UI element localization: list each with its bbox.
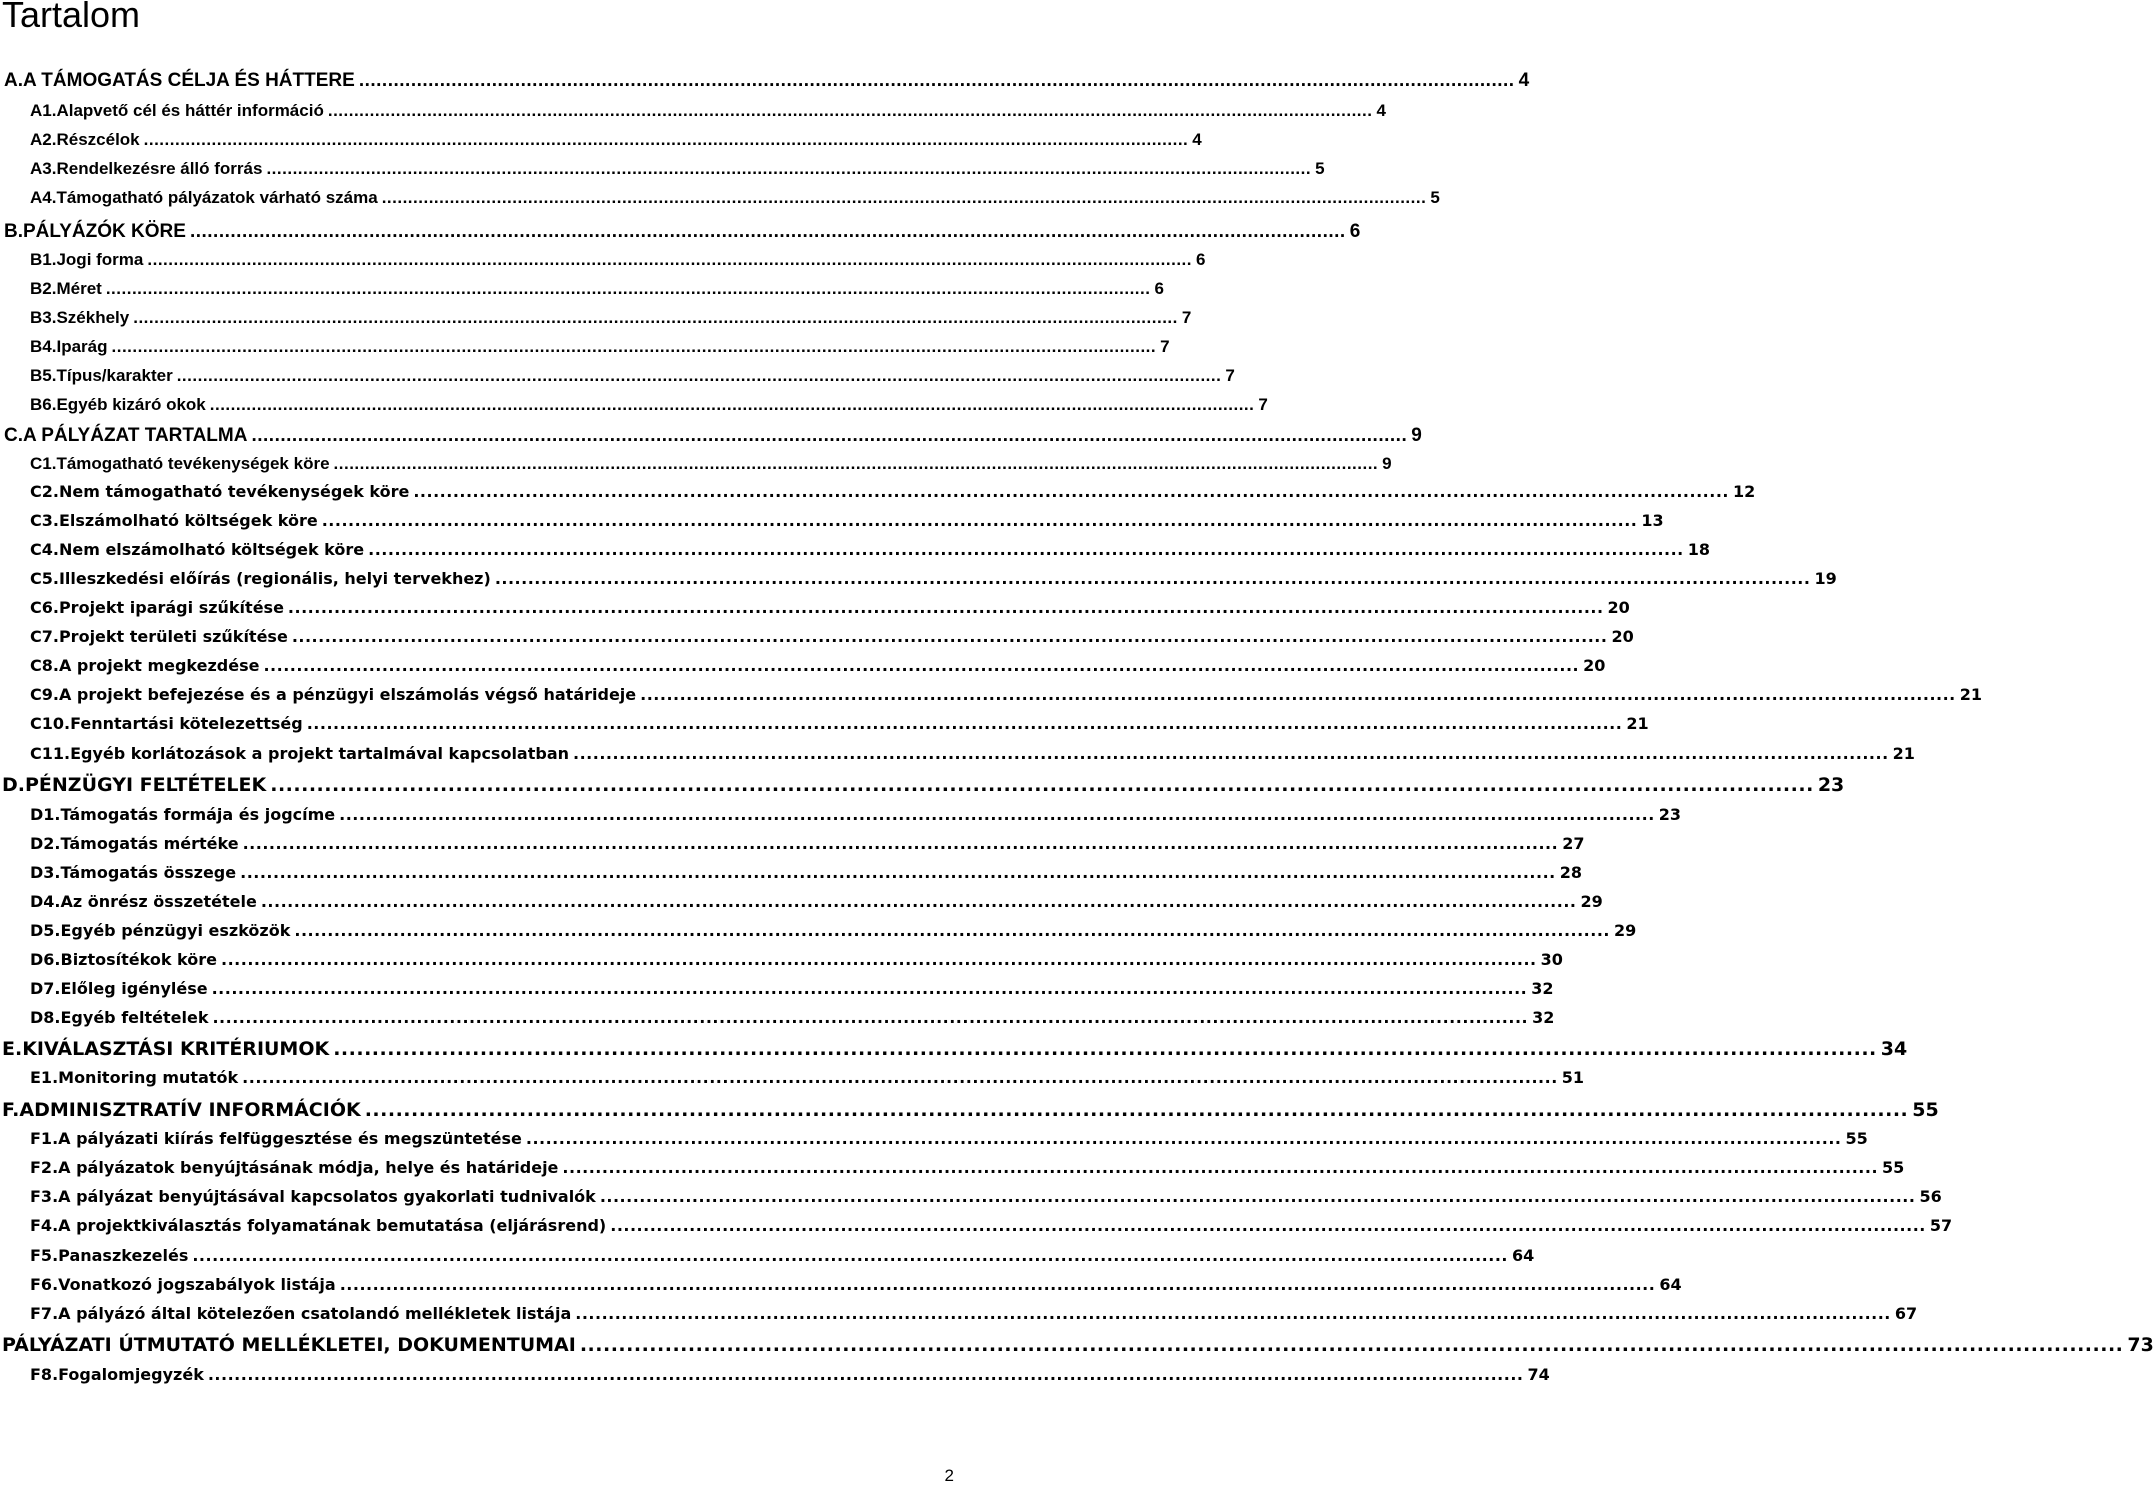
toc-entry-number: C. — [4, 425, 23, 446]
toc-entry[interactable] — [4, 425, 1422, 446]
toc-entry-page: 21 — [1626, 714, 1649, 733]
toc-entry-label: A pályázatok benyújtásának módja, helye és határideje — [58, 1158, 559, 1177]
toc-entry-page: 51 — [1561, 1068, 1585, 1087]
toc-entry-number: D8. — [30, 1008, 61, 1027]
toc-entry-label: Rendelkezésre álló forrás — [56, 159, 263, 178]
toc-entry[interactable] — [30, 101, 1386, 120]
toc-entry-number: B4. — [30, 337, 57, 356]
toc-entry[interactable] — [2, 774, 1845, 796]
toc-entry-label: A pályázati kiírás felfüggesztése és megszüntetése — [58, 1129, 522, 1148]
toc-entry-number: B6. — [30, 395, 57, 414]
toc-entry-label: Az önrész összetétele — [60, 892, 257, 911]
toc-entry-label: Támogatható pályázatok várható száma — [56, 188, 378, 207]
toc-leader-dots: ........................................................................................................................................................................................................ — [240, 863, 1556, 882]
toc-entry-number: F5. — [30, 1246, 59, 1265]
toc-entry-number: C4. — [30, 540, 59, 559]
toc-leader-dots: ........................................................................................................................................................................................................ — [221, 950, 1537, 969]
toc-entry[interactable] — [2, 1334, 2154, 1356]
toc-entry-number: F8. — [30, 1365, 59, 1384]
toc-entry-label: Biztosítékok köre — [60, 950, 217, 969]
toc-entry-page: 55 — [1882, 1158, 1905, 1177]
toc-entry-number: A. — [4, 70, 23, 91]
toc-entry-number: B. — [4, 221, 23, 242]
toc-leader-dots: ........................................................................................................................................................................................................ — [270, 774, 1814, 796]
toc-entry-label: A TÁMOGATÁS CÉLJA ÉS HÁTTERE — [23, 70, 355, 91]
toc-entry-label: Egyéb kizáró okok — [56, 395, 206, 414]
toc-leader-dots: ........................................................................................................................................................................................................ — [189, 221, 1346, 242]
toc-entry[interactable] — [30, 308, 1192, 327]
toc-entry-label: Támogatás formája és jogcíme — [60, 805, 336, 824]
toc-leader-dots: ........................................................................................................................................................................................................ — [381, 188, 1427, 207]
toc-entry-label: Alapvető cél és háttér információ — [56, 101, 324, 120]
toc-entry[interactable] — [30, 250, 1206, 269]
toc-entry-page: 21 — [1959, 685, 1983, 704]
toc-entry-label: Részcélok — [56, 130, 140, 149]
toc-entry-page: 55 — [1845, 1129, 1868, 1148]
toc-leader-dots: ........................................................................................................................................................................................................ — [266, 159, 1312, 178]
toc-entry[interactable] — [30, 744, 1915, 763]
toc-leader-dots: ........................................................................................................................................................................................................ — [192, 1246, 1508, 1265]
toc-entry-page: 20 — [1607, 598, 1630, 617]
toc-entry-number: C10. — [30, 714, 71, 733]
toc-entry-label: A projekt befejezése és a pénzügyi elszámolás végső határideje — [58, 685, 637, 704]
toc-leader-dots: ........................................................................................................................................................................................................ — [291, 627, 1608, 646]
toc-entry[interactable] — [30, 1216, 1953, 1235]
toc-entry-page: 7 — [1160, 337, 1170, 356]
toc-entry-number: C7. — [30, 627, 59, 646]
toc-entry-page: 19 — [1814, 569, 1837, 588]
toc-entry[interactable] — [30, 892, 1603, 911]
toc-entry-label: Egyéb feltételek — [60, 1008, 209, 1027]
toc-entry-number: F4. — [30, 1216, 59, 1235]
toc-leader-dots: ........................................................................................................................................................................................................ — [260, 892, 1577, 911]
toc-entry-label: Illeszkedési előírás (regionális, helyi tervekhez) — [58, 569, 491, 588]
toc-entry-label: Méret — [56, 279, 102, 298]
toc-entry-number: A2. — [30, 130, 57, 149]
toc-entry[interactable] — [30, 834, 1585, 853]
toc-leader-dots: ........................................................................................................................................................................................................ — [306, 714, 1623, 733]
toc-entry-label: Típus/karakter — [56, 366, 173, 385]
toc-leader-dots: ........................................................................................................................................................................................................ — [368, 540, 1684, 559]
toc-entry[interactable] — [30, 188, 1440, 207]
toc-leader-dots: ........................................................................................................................................................................................................ — [321, 511, 1638, 530]
toc-entry-label: PÁLYÁZÓK KÖRE — [23, 221, 186, 242]
toc-entry[interactable] — [30, 1008, 1555, 1027]
toc-entry-label: Monitoring mutatók — [58, 1068, 239, 1087]
toc-entry-label: Fenntartási kötelezettség — [70, 714, 303, 733]
toc-entry[interactable] — [30, 1246, 1535, 1265]
toc-entry[interactable] — [30, 714, 1649, 733]
toc-entry-page: 27 — [1562, 834, 1585, 853]
toc-leader-dots: ........................................................................................................................................................................................................ — [211, 979, 1528, 998]
toc-entry-page: 4 — [1518, 70, 1530, 91]
toc-entry-page: 18 — [1687, 540, 1711, 559]
toc-entry-number: D2. — [30, 834, 61, 853]
toc-entry-page: 4 — [1192, 130, 1202, 149]
toc-entry-number: D1. — [30, 805, 61, 824]
toc-entry-number: D3. — [30, 863, 61, 882]
toc-leader-dots: ........................................................................................................................................................................................................ — [143, 130, 1189, 149]
toc-entry-number: F3. — [30, 1187, 59, 1206]
toc-entry-label: A pályázat benyújtásával kapcsolatos gyakorlati tudnivalók — [58, 1187, 596, 1206]
toc-entry-label: Támogatás mértéke — [60, 834, 239, 853]
toc-entry-label: Iparág — [56, 337, 108, 356]
toc-entry-page: 56 — [1919, 1187, 1942, 1206]
toc-entry-number: C2. — [30, 482, 59, 501]
toc-leader-dots: ........................................................................................................................................................................................................ — [640, 685, 1956, 704]
toc-entry-page: 20 — [1611, 627, 1634, 646]
toc-leader-dots: ........................................................................................................................................................................................................ — [327, 101, 1373, 120]
toc-leader-dots: ........................................................................................................................................................................................................ — [339, 1275, 1656, 1294]
toc-entry-page: 9 — [1411, 425, 1422, 446]
toc-entry-number: E1. — [30, 1068, 59, 1087]
toc-leader-dots: ........................................................................................................................................................................................................ — [364, 1099, 1909, 1121]
toc-entry-label: KIVÁLASZTÁSI KRITÉRIUMOK — [22, 1038, 330, 1060]
toc-entry[interactable] — [4, 221, 1361, 242]
toc-entry-label: Projekt iparági szűkítése — [58, 598, 284, 617]
toc-entry-number: F. — [2, 1099, 20, 1121]
toc-entry-number: A4. — [30, 188, 57, 207]
toc-entry-number: F1. — [30, 1129, 59, 1148]
toc-entry-number: C3. — [30, 511, 59, 530]
toc-entry-page: 74 — [1527, 1365, 1550, 1384]
toc-entry[interactable] — [30, 482, 1756, 501]
toc-entry-label: Elszámolható költségek köre — [58, 511, 318, 530]
toc-leader-dots: ........................................................................................................................................................................................................ — [358, 70, 1515, 91]
toc-entry-page: 6 — [1196, 250, 1206, 269]
toc-entry-number: C1. — [30, 454, 57, 473]
toc-leader-dots: ........................................................................................................................................................................................................ — [242, 1068, 1558, 1087]
toc-entry-page: 29 — [1580, 892, 1603, 911]
toc-entry-page: 4 — [1376, 101, 1386, 120]
toc-entry-label: Fogalomjegyzék — [58, 1365, 204, 1384]
toc-leader-dots: ........................................................................................................................................................................................................ — [105, 279, 1151, 298]
toc-entry-page: 6 — [1154, 279, 1164, 298]
toc-entry-number: C6. — [30, 598, 59, 617]
toc-leader-dots: ........................................................................................................................................................................................................ — [575, 1304, 1891, 1323]
toc-entry-label: A projektkiválasztás folyamatának bemutatása (eljárásrend) — [58, 1216, 607, 1235]
toc-entry[interactable] — [30, 656, 1606, 675]
page-title: Tartalom — [2, 0, 141, 35]
toc-entry[interactable] — [30, 511, 1664, 530]
toc-entry-number: F2. — [30, 1158, 59, 1177]
toc-leader-dots: ........................................................................................................................................................................................................ — [287, 598, 1604, 617]
toc-entry[interactable] — [30, 1275, 1682, 1294]
toc-leader-dots: ........................................................................................................................................................................................................ — [333, 1038, 1877, 1060]
toc-entry-label: Támogatás összege — [60, 863, 237, 882]
toc-entry-label: Jogi forma — [56, 250, 144, 269]
toc-entry[interactable] — [30, 805, 1682, 824]
toc-entry-label: Vonatkozó jogszabályok listája — [58, 1275, 336, 1294]
toc-leader-dots: ........................................................................................................................................................................................................ — [242, 834, 1559, 853]
toc-entry-label: Támogatható tevékenységek köre — [56, 454, 330, 473]
toc-entry-number: D4. — [30, 892, 61, 911]
toc-leader-dots: ........................................................................................................................................................................................................ — [610, 1216, 1926, 1235]
toc-entry-number: C11. — [30, 744, 71, 763]
toc-entry-label: PÉNZÜGYI FELTÉTELEK — [25, 774, 267, 796]
toc-entry-page: 73 — [2127, 1334, 2154, 1356]
toc-leader-dots: ........................................................................................................................................................................................................ — [599, 1187, 1916, 1206]
toc-entry[interactable] — [30, 540, 1711, 559]
toc-entry-number: B3. — [30, 308, 57, 327]
toc-leader-dots: ........................................................................................................................................................................................................ — [294, 921, 1610, 940]
toc-entry[interactable] — [30, 598, 1630, 617]
toc-entry-number: E. — [2, 1038, 23, 1060]
toc-entry[interactable] — [30, 569, 1837, 588]
toc-leader-dots: ........................................................................................................................................................................................................ — [525, 1129, 1842, 1148]
toc-entry-label: Egyéb korlátozások a projekt tartalmával kapcsolatban — [70, 744, 570, 763]
toc-entry-page: 28 — [1559, 863, 1582, 882]
toc-entry-label: Egyéb pénzügyi eszközök — [60, 921, 291, 940]
toc-entry-page: 23 — [1817, 774, 1845, 796]
toc-entry-page: 32 — [1531, 979, 1554, 998]
toc-leader-dots: ........................................................................................................................................................................................................ — [263, 656, 1580, 675]
toc-entry[interactable] — [30, 337, 1170, 356]
toc-entry[interactable] — [30, 1304, 1918, 1323]
toc-entry-number: B1. — [30, 250, 57, 269]
toc-entry[interactable] — [30, 366, 1235, 385]
toc-entry[interactable] — [30, 395, 1268, 414]
toc-leader-dots: ........................................................................................................................................................................................................ — [207, 1365, 1524, 1384]
toc-entry-page: 30 — [1540, 950, 1563, 969]
toc-entry-page: 5 — [1315, 159, 1325, 178]
toc-entry-page: 6 — [1349, 221, 1361, 242]
toc-entry[interactable] — [30, 1129, 1868, 1148]
toc-entry-label: Előleg igénylése — [60, 979, 208, 998]
page-number: 2 — [944, 1466, 954, 1485]
toc-entry[interactable] — [30, 1068, 1585, 1087]
toc-entry-label: Panaszkezelés — [58, 1246, 189, 1265]
toc-leader-dots: ........................................................................................................................................................................................................ — [147, 250, 1193, 269]
toc-entry-label: Nem elszámolható költségek köre — [58, 540, 365, 559]
toc-entry[interactable] — [30, 159, 1325, 178]
toc-entry-number: F6. — [30, 1275, 59, 1294]
toc-entry-number: B2. — [30, 279, 57, 298]
toc-entry-page: 64 — [1511, 1246, 1535, 1265]
toc-entry-label: Nem támogatható tevékenységek köre — [58, 482, 410, 501]
toc-entry-label: A PÁLYÁZAT TARTALMA — [23, 425, 248, 446]
toc-entry-number: A1. — [30, 101, 57, 120]
toc-entry-number: C9. — [30, 685, 59, 704]
toc-entry-number: C8. — [30, 656, 59, 675]
toc-leader-dots: ........................................................................................................................................................................................................ — [133, 308, 1178, 327]
toc-entry-number: C5. — [30, 569, 59, 588]
toc-entry-label: A pályázó által kötelezően csatolandó mellékletek listája — [58, 1304, 572, 1323]
toc-entry[interactable] — [30, 685, 1983, 704]
toc-entry-page: 34 — [1880, 1038, 1908, 1060]
toc-entry-number: D. — [2, 774, 25, 796]
toc-entry[interactable] — [30, 1158, 1905, 1177]
toc-entry[interactable] — [30, 130, 1202, 149]
toc-entry-label: A projekt megkezdése — [58, 656, 260, 675]
toc-entry[interactable] — [30, 627, 1634, 646]
toc-entry-page: 13 — [1641, 511, 1664, 530]
toc-entry-label: Projekt területi szűkítése — [58, 627, 288, 646]
toc-leader-dots: ........................................................................................................................................................................................................ — [573, 744, 1889, 763]
toc-entry-page: 20 — [1583, 656, 1606, 675]
toc-entry-number: D5. — [30, 921, 61, 940]
toc-entry-number: F7. — [30, 1304, 59, 1323]
toc-entry[interactable] — [30, 279, 1164, 298]
toc-entry[interactable] — [30, 950, 1563, 969]
toc-entry-page: 7 — [1181, 308, 1192, 327]
toc-leader-dots: ........................................................................................................................................................................................................ — [579, 1334, 2124, 1356]
toc-entry-page: 7 — [1258, 395, 1268, 414]
toc-leader-dots: ........................................................................................................................................................................................................ — [333, 454, 1379, 473]
toc-entry[interactable] — [30, 1187, 1942, 1206]
toc-entry[interactable] — [2, 1099, 1939, 1121]
toc-entry[interactable] — [30, 1365, 1550, 1384]
toc-leader-dots: ........................................................................................................................................................................................................ — [111, 337, 1157, 356]
toc-entry-page: 57 — [1929, 1216, 1953, 1235]
toc-entry-page: 32 — [1532, 1008, 1555, 1027]
toc-entry-number: B5. — [30, 366, 57, 385]
toc-leader-dots: ........................................................................................................................................................................................................ — [413, 482, 1729, 501]
toc-entry[interactable] — [30, 979, 1554, 998]
toc-entry-label: ADMINISZTRATÍV INFORMÁCIÓK — [19, 1099, 361, 1121]
toc-leader-dots: ........................................................................................................................................................................................................ — [494, 569, 1811, 588]
toc-entry[interactable] — [2, 1038, 1908, 1060]
toc-leader-dots: ........................................................................................................................................................................................................ — [562, 1158, 1879, 1177]
toc-entry-page: 21 — [1892, 744, 1915, 763]
toc-entry-label: Székhely — [56, 308, 130, 327]
toc-entry-page: 67 — [1894, 1304, 1918, 1323]
toc-entry-label: PÁLYÁZATI ÚTMUTATÓ MELLÉKLETEI, DOKUMENTUMAI — [2, 1334, 576, 1356]
toc-entry[interactable] — [30, 863, 1582, 882]
toc-leader-dots: ........................................................................................................................................................................................................ — [212, 1008, 1529, 1027]
toc-entry-page: 7 — [1225, 366, 1235, 385]
toc-leader-dots: ........................................................................................................................................................................................................ — [251, 425, 1408, 446]
toc-entry-number: D7. — [30, 979, 61, 998]
toc-entry-page: 23 — [1658, 805, 1682, 824]
toc-entry-page: 29 — [1613, 921, 1637, 940]
toc-entry[interactable] — [30, 454, 1392, 473]
toc-entry-page: 12 — [1732, 482, 1756, 501]
toc-leader-dots: ........................................................................................................................................................................................................ — [176, 366, 1222, 385]
toc-entry[interactable] — [30, 921, 1637, 940]
toc-entry-number: A3. — [30, 159, 57, 178]
toc-entry-number: D6. — [30, 950, 61, 969]
toc-entry[interactable] — [4, 70, 1530, 91]
toc-entry-page: 64 — [1659, 1275, 1682, 1294]
toc-entry-page: 55 — [1912, 1099, 1939, 1121]
toc-leader-dots: ........................................................................................................................................................................................................ — [339, 805, 1655, 824]
toc-leader-dots: ........................................................................................................................................................................................................ — [209, 395, 1255, 414]
toc-entry-page: 5 — [1430, 188, 1440, 207]
toc-entry-page: 9 — [1382, 454, 1392, 473]
